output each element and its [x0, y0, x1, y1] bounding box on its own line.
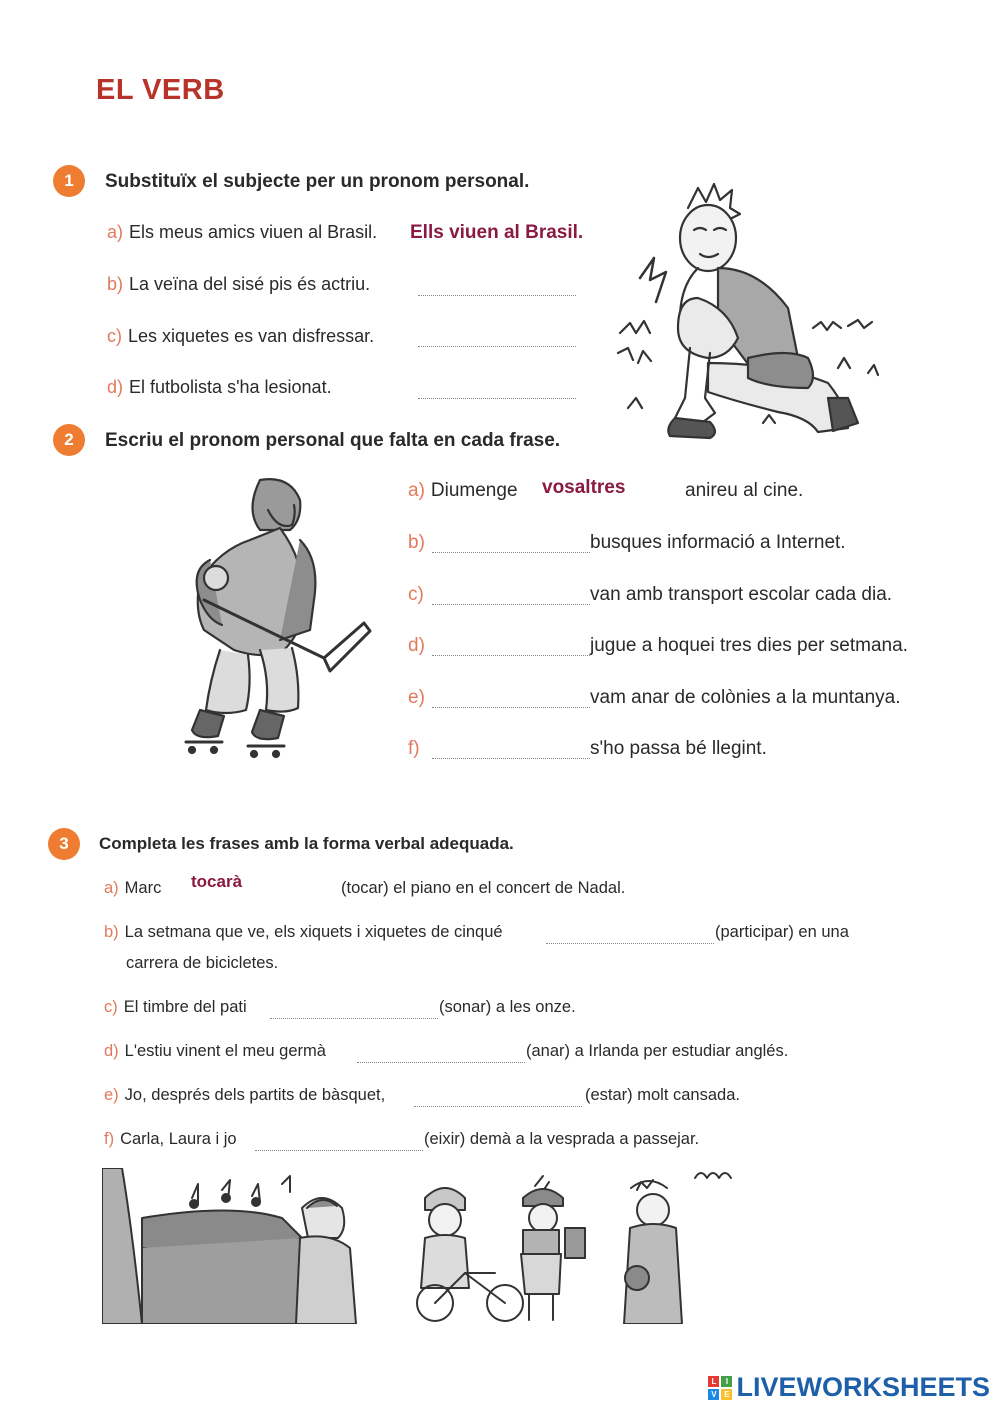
exercise-1-answer-a[interactable]: Ells viuen al Brasil. — [410, 222, 584, 243]
logo-tile-v: V — [708, 1389, 719, 1400]
item-letter: e) — [104, 1086, 119, 1104]
item-before-text: Carla, Laura i jo — [120, 1130, 237, 1148]
exercise-3-item-b — [104, 923, 503, 942]
exercise-3-answer-d-input[interactable] — [357, 1042, 525, 1063]
logo-icon — [708, 1376, 732, 1400]
exercise-3-item-a-after: (tocar) el piano en el concert de Nadal. — [341, 879, 626, 897]
item-letter: d) — [408, 635, 425, 656]
exercise-3-answer-f-input[interactable] — [255, 1130, 423, 1151]
exercise-2-answer-e-input[interactable] — [432, 687, 590, 708]
exercise-2-item-b-after: busques informació a Internet. — [590, 532, 846, 553]
exercise-3-number-badge: 3 — [48, 828, 80, 860]
exercise-3-answer-c-input[interactable] — [270, 998, 438, 1019]
exercise-3-answer-a[interactable]: tocarà — [191, 872, 243, 891]
item-letter: e) — [408, 687, 425, 708]
exercise-3-heading: Completa les frases amb la forma verbal adequada. — [99, 834, 514, 853]
exercise-2-item-f — [408, 738, 426, 760]
liveworksheets-logo[interactable] — [708, 1372, 990, 1403]
exercise-2-item-c-after: van amb transport escolar cada dia. — [590, 584, 893, 605]
exercise-2-answer-b-input[interactable] — [432, 532, 590, 553]
exercise-2-heading: Escriu el pronom personal que falta en cada frase. — [105, 430, 561, 451]
exercise-1-heading: Substituïx el subjecte per un pronom personal. — [105, 171, 530, 192]
exercise-1-item-b — [107, 274, 370, 295]
exercise-3-answer-e-input[interactable] — [414, 1086, 582, 1107]
exercise-1-answer-d-input[interactable] — [418, 378, 576, 399]
exercise-1-answer-c-input[interactable] — [418, 326, 576, 347]
item-letter: a) — [408, 480, 425, 501]
item-letter: a) — [107, 222, 124, 242]
exercise-1-item-a — [107, 222, 377, 243]
logo-tile-e: E — [721, 1389, 732, 1400]
item-letter: b) — [104, 923, 119, 941]
exercise-2-number-badge: 2 — [53, 424, 85, 456]
exercise-2-item-c — [408, 584, 430, 606]
item-before-text: El timbre del pati — [123, 998, 247, 1016]
item-text: La veïna del sisé pis és actriu. — [129, 274, 371, 294]
exercise-1-item-c — [107, 326, 374, 347]
injured-footballer-illustration — [598, 168, 888, 448]
exercise-2-answer-c-input[interactable] — [432, 584, 590, 605]
exercise-3-item-a — [104, 879, 161, 898]
item-letter: c) — [408, 584, 424, 605]
item-letter: a) — [104, 879, 119, 897]
exercise-2-item-e — [408, 687, 431, 709]
students-illustration — [405, 1168, 760, 1324]
exercise-3-item-c-after: (sonar) a les onze. — [439, 998, 576, 1016]
item-text: El futbolista s'ha lesionat. — [129, 377, 332, 397]
exercise-2-item-f-after: s'ho passa bé llegint. — [590, 738, 767, 759]
exercise-3-item-e-after: (estar) molt cansada. — [585, 1086, 740, 1104]
item-letter: d) — [107, 377, 124, 397]
item-before-text: Jo, després dels partits de bàsquet, — [124, 1086, 386, 1104]
exercise-1-item-d — [107, 377, 332, 398]
item-letter: c) — [107, 326, 122, 346]
logo-tile-i: I — [721, 1376, 732, 1387]
exercise-1-number-badge: 1 — [53, 165, 85, 197]
exercise-3-item-d-after: (anar) a Irlanda per estudiar anglés. — [526, 1042, 789, 1060]
exercise-1-answer-b-input[interactable] — [418, 275, 576, 296]
exercise-2-item-b — [408, 532, 431, 554]
exercise-2-item-a — [408, 480, 518, 502]
item-letter: d) — [104, 1042, 119, 1060]
item-letter: f) — [104, 1130, 115, 1148]
item-letter: b) — [408, 532, 425, 553]
exercise-2-item-d — [408, 635, 431, 657]
exercise-3-item-e — [104, 1086, 385, 1105]
exercise-3-item-b-after: (participar) en una — [715, 923, 849, 941]
item-before-text: Diumenge — [430, 480, 518, 501]
item-text: Els meus amics viuen al Brasil. — [129, 222, 378, 242]
exercise-3-item-f-after: (eixir) demà a la vesprada a passejar. — [424, 1130, 700, 1148]
exercise-3-item-d — [104, 1042, 326, 1061]
item-text: Les xiquetes es van disfressar. — [128, 326, 375, 346]
exercise-3-item-c — [104, 998, 247, 1017]
item-before-text: La setmana que ve, els xiquets i xiquetes de cinqué — [124, 923, 503, 941]
exercise-2-answer-d-input[interactable] — [432, 635, 590, 656]
exercise-2-item-e-after: vam anar de colònies a la muntanya. — [590, 687, 901, 708]
logo-text: LIVEWORKSHEETS — [736, 1372, 990, 1402]
exercise-2-answer-a[interactable]: vosaltres — [542, 477, 626, 498]
item-letter: c) — [104, 998, 118, 1016]
exercise-3-answer-b-input[interactable] — [546, 923, 714, 944]
exercise-2-item-d-after: jugue a hoquei tres dies per setmana. — [590, 635, 908, 656]
item-before-text: Marc — [124, 879, 162, 897]
piano-player-illustration — [102, 1168, 362, 1324]
exercise-3-item-b-line2: carrera de bicicletes. — [126, 954, 279, 972]
exercise-2-item-a-after: anireu al cine. — [685, 480, 804, 501]
logo-tile-l: L — [708, 1376, 719, 1387]
item-letter: b) — [107, 274, 124, 294]
item-letter: f) — [408, 738, 420, 759]
hockey-player-illustration — [140, 470, 380, 770]
item-before-text: L'estiu vinent el meu germà — [124, 1042, 326, 1060]
exercise-2-answer-f-input[interactable] — [432, 738, 590, 759]
exercise-3-item-f — [104, 1130, 237, 1149]
page-title: EL VERB — [96, 74, 225, 106]
